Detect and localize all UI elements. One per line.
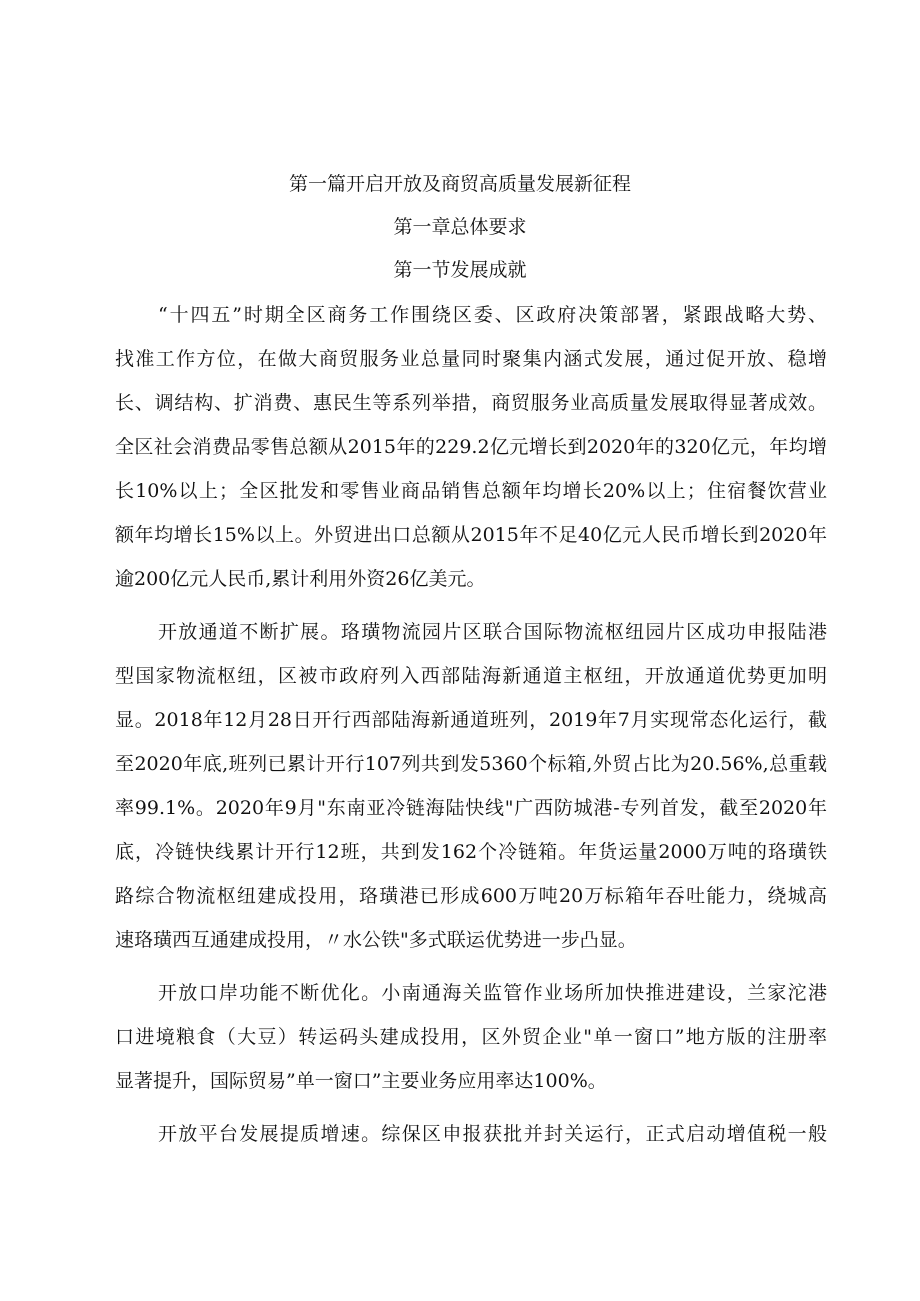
chapter-title: 第一章总体要求 bbox=[393, 216, 527, 238]
text-line: 全区社会消费品零售总额从2015年的229.2亿元增长到2020年的320亿元，年均增 bbox=[115, 436, 827, 458]
text-line: 额年均增长15%以上。外贸进出口总额从2015年不足40亿元人民币增长到2020年 bbox=[115, 524, 827, 546]
text-line: 开放平台发展提质增速。综保区申报获批并封关运行，正式启动增值税一般 bbox=[158, 1123, 827, 1145]
text-line: 长、调结构、扩消费、惠民生等系列举措，商贸服务业高质量发展取得显著成效。 bbox=[115, 392, 827, 414]
section-title: 第一节发展成就 bbox=[393, 259, 527, 281]
text-line: “十四五”时期全区商务工作围绕区委、区政府决策部署，紧跟战略大势、 bbox=[158, 304, 827, 326]
part-title: 第一篇开启开放及商贸高质量发展新征程 bbox=[288, 173, 631, 195]
text-line: 显。2018年12月28日开行西部陆海新通道班列，2019年7月实现常态化运行，截 bbox=[115, 709, 827, 731]
text-line: 长10%以上；全区批发和零售业商品销售总额年均增长20%以上；住宿餐饮营业 bbox=[115, 480, 827, 502]
text-line: 型国家物流枢纽，区被市政府列入西部陆海新通道主枢纽，开放通道优势更加明 bbox=[115, 665, 827, 687]
text-line: 开放通道不断扩展。珞璜物流园片区联合国际物流枢纽园片区成功申报陆港 bbox=[158, 621, 827, 643]
text-line: 开放口岸功能不断优化。小南通海关监管作业场所加快推进建设，兰家沱港 bbox=[158, 982, 827, 1004]
text-line: 率99.1%。2020年9月"东南亚冷链海陆快线"广西防城港-专列首发，截至2020年 bbox=[115, 797, 827, 819]
text-line: 找准工作方位，在做大商贸服务业总量同时聚集内涵式发展，通过促开放、稳增 bbox=[115, 348, 827, 370]
text-line: 口进境粮食（大豆）转运码头建成投用，区外贸企业"单一窗口”地方版的注册率 bbox=[115, 1026, 827, 1048]
text-line: 至2020年底,班列已累计开行107列共到发5360个标箱,外贸占比为20.56%,总重载 bbox=[115, 753, 827, 775]
text-line: 显著提升，国际贸易”单一窗口”主要业务应用率达100%。 bbox=[115, 1070, 607, 1092]
text-line: 底，冷链快线累计开行12班，共到发162个冷链箱。年货运量2000万吨的珞璜铁 bbox=[115, 841, 827, 863]
text-line: 速珞璜西互通建成投用，〃水公铁"多式联运优势进一步凸显。 bbox=[115, 929, 637, 951]
text-line: 路综合物流枢纽建成投用，珞璜港已形成600万吨20万标箱年吞吐能力，绕城高 bbox=[115, 885, 827, 907]
text-line: 逾200亿元人民币,累计利用外资26亿美元。 bbox=[115, 568, 486, 590]
